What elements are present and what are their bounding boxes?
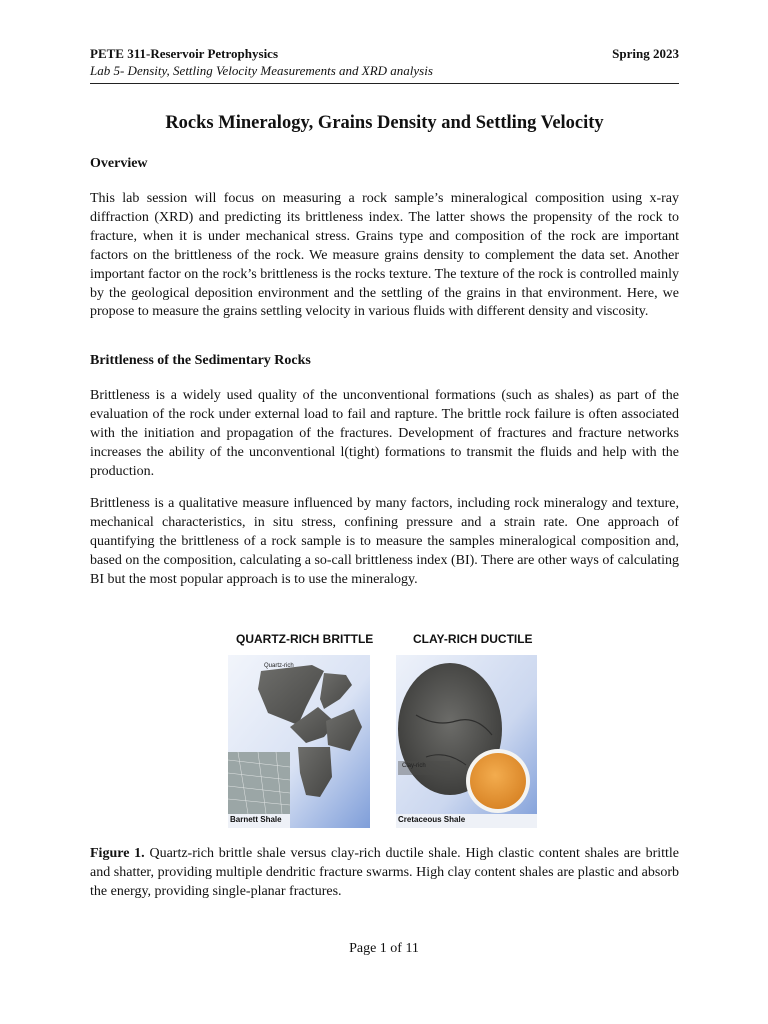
overview-paragraph: This lab session will focus on measuring a rock sample’s mineralogical composition using x-ray diffraction (XRD) and predicting its brittleness index. The latter shows the propensity of the rock to fracture, when it is under mechanical stress. Grains type and composition of the rock are important factors on the brittleness of the rock. We measure grains density to complement the data set. Another important factor on the rock’s brittleness is the rocks texture. The texture of the rock is controlled mainly by the geological deposition environment and the settling of the grains in that environment. Here, we propose to measure the grains settling velocity in various fluids with different density and viscosity.	[90, 191, 679, 320]
course-title: PETE 311-Reservoir Petrophysics	[90, 46, 279, 61]
page-header	[90, 46, 679, 79]
figure-1-caption-text: Quartz-rich brittle shale versus clay-rich ductile shale. High clastic content shales are brittle and shatter, providing multiple dendritic fracture swarms. High clay content shales are plastic and absorb the energy, providing single-planar fractures.	[90, 846, 680, 899]
figure-1	[228, 628, 533, 833]
quartz-rich-inset-label: Quartz-rich	[264, 663, 294, 669]
brittleness-paragraph-1: Brittleness is a widely used quality of the unconventional formations (such as shales) as part of the evaluation of the rock under external load to fail and rapture. The brittle rock failure is often associated with the initiation and propagation of the fractures. Development of fractures and fracture networks increases the ability of the unconventional l(tight) formations to transmit the fluids and help with the production.	[90, 388, 679, 479]
brittleness-heading: Brittleness of the Sedimentary Rocks	[90, 353, 311, 368]
clay-rich-inset-label: Clay-rich	[402, 763, 426, 769]
figure-1-label: Figure 1.	[90, 846, 145, 861]
term-label: Spring 2023	[612, 46, 679, 61]
quartz-rich-image	[228, 655, 370, 828]
overview-heading: Overview	[90, 156, 148, 171]
page-number: Page 1 of 11	[349, 941, 419, 956]
clay-panel-title: CLAY-RICH DUCTILE	[413, 632, 533, 646]
clay-rich-image	[396, 655, 537, 828]
cretaceous-shale-label: Cretaceous Shale	[398, 815, 466, 824]
header-divider	[90, 83, 679, 84]
barnett-shale-label: Barnett Shale	[230, 815, 282, 824]
quartz-panel-title: QUARTZ-RICH BRITTLE	[236, 632, 374, 646]
document-title: Rocks Mineralogy, Grains Density and Settling Velocity	[165, 113, 604, 133]
lab-subtitle: Lab 5- Density, Settling Velocity Measurements and XRD analysis	[90, 63, 433, 78]
figure-1-caption	[90, 845, 679, 902]
brittleness-paragraph-2: Brittleness is a qualitative measure influenced by many factors, including rock mineralogy and texture, mechanical characteristics, in situ stress, confining pressure and a strain rate. One approach of quantifying the brittleness of a rock sample is to measure the samples mineralogical composition and, based on the composition, calculating a so-call brittleness index (BI). There are other ways of calculating BI but the most popular approach is to use the mineralogy.	[90, 496, 679, 587]
